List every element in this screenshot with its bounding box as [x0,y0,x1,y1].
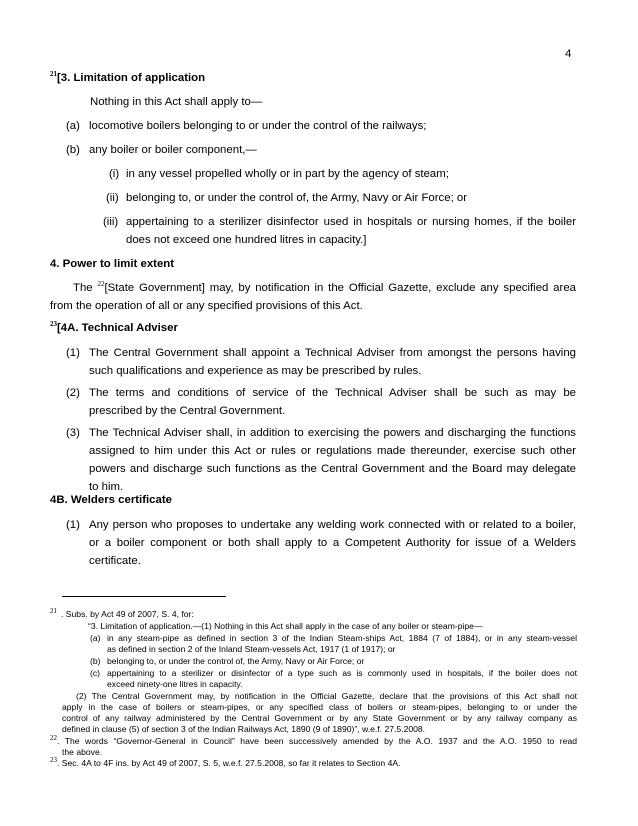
section-3-heading [50,71,205,85]
footnote-ref-23[interactable]: 23 [50,320,57,329]
s4a-p3-line3: powers and discharge such functions as the Central Government and the Board may delegate [89,463,576,475]
footnote-21-a-line2: as defined in section 2 of the Inland Steam-vessels Act, 1917 (1 of 1917); or [107,644,396,654]
footnote-23 [50,758,400,769]
footnote-22-line1 [50,736,577,747]
footnote-22-line2: the above. [62,747,103,757]
section-4-line1 [50,281,576,295]
footnote-21-c-line2: exceed ninety-one litres in capacity. [107,679,243,689]
clause-a-label: (a) [66,120,80,132]
footnote-ref-22[interactable]: 22 [97,280,105,289]
footnote-21-quote: “3. Limitation of application.—(1) Nothing in this Act shall apply in the case of any boiler or steam-pipe— [88,621,483,631]
footnote-ref-21[interactable]: 21 [50,70,57,79]
s4a-p3-line4: to him. [89,481,124,493]
clause-a-text: locomotive boilers belonging to or under the control of the railways; [89,120,427,132]
footnote-21-b-text: belonging to, or under the control of, the Army, Navy or Air Force; or [107,656,365,666]
s4b-p1-line3: certificate. [89,555,141,567]
clause-b-label: (b) [66,144,80,156]
s4a-p1-line1: The Central Government shall appoint a Technical Adviser from amongst the persons having [89,347,576,359]
subclause-iii-label: (iii) [103,216,119,228]
s4a-p3-label: (3) [66,427,80,439]
s4a-p2-line2: prescribed by the Central Government. [89,405,286,417]
section-4a-title: [4A. Technical Adviser [57,322,178,334]
s4a-p3-line2: assigned to him under this Act or rules or regulations made thereunder, exercise such other [89,445,576,457]
section-4-the: The [73,282,98,294]
section-3-title: [3. Limitation of application [57,72,206,84]
footnote-separator [62,596,226,597]
s4a-p1-line2: such qualifications and experience as may be prescribed by rules. [89,365,422,377]
footnote-21-p2-line3: control of any railway administered by the Central Government or by any State Government or by any railway company as [62,713,577,723]
s4b-p1-line1: Any person who proposes to undertake any welding work connected with or related to a boiler, [89,519,576,531]
footnote-23-text: . Sec. 4A to 4F ins. by Act 49 of 2007, S. 5, w.e.f. 27.5.2008, so far it relates to Section 4A. [57,758,401,768]
s4a-p2-label: (2) [66,387,80,399]
s4b-p1-line2: or a boiler component or both shall apply to a Competent Authority for issue of a Welders [89,537,576,549]
footnote-22-text: . The words “Governor-General in Council” have been successively amended by the A.O. 1937 and the A.O. 1950 to read [57,736,577,746]
section-4b-heading: 4B. Welders certificate [50,494,172,506]
section-4-line2: from the operation of all or any specified provisions of this Act. [50,300,363,312]
footnote-22-marker: 22 [50,734,57,743]
subclause-ii-label: (ii) [106,192,119,204]
footnote-21-a-label: (a) [90,633,101,643]
section-3-intro: Nothing in this Act shall apply to— [90,96,263,108]
footnote-21-c-label: (c) [90,668,101,678]
footnote-21-p2-line1: (2) The Central Government may, by notification in the Official Gazette, declare that the provisions of this Act shall not [76,691,577,701]
subclause-ii-text: belonging to, or under the control of, the Army, Navy or Air Force; or [126,192,468,204]
footnote-21-p2-line2: apply in the case of boilers or steam-pipes, or any specified class of boilers or steam-pipes, belonging to or under the [62,702,577,712]
section-4-heading: 4. Power to limit extent [50,258,175,270]
footnote-23-marker: 23 [50,756,57,765]
footnote-21-lead: . Subs. by Act 49 of 2007, S. 4, for: [61,609,194,619]
s4a-p2-line1: The terms and conditions of service of the Technical Adviser shall be such as may be [89,387,576,399]
s4a-p3-line1: The Technical Adviser shall, in addition to exercising the powers and discharging the functions [89,427,576,439]
subclause-i-text: in any vessel propelled wholly or in part by the agency of steam; [126,168,449,180]
clause-b-text: any boiler or boiler component,— [89,144,257,156]
footnote-21-marker: 21 [50,607,57,616]
footnote-21-c-line1: appertaining to a sterilizer or disinfector of a type such as is commonly used in hospitals, if the boiler does not [107,668,577,678]
subclause-iii-line2: does not exceed one hundred litres in capacity.] [126,234,367,246]
footnote-21-line1 [50,609,194,620]
s4b-p1-label: (1) [66,519,80,531]
footnote-21-b-label: (b) [90,656,101,666]
footnote-21-a-line1: in any steam-pipe as defined in section 3 of the Indian Steam-ships Act, 1884 (7 of 1884), or in any steam-vessel [107,633,577,643]
subclause-i-label: (i) [109,168,120,180]
page-number: 4 [565,48,572,60]
footnote-21-p2-line4: defined in clause (5) of section 3 of the Indian Railways Act, 1890 (9 of 1890)”, w.e.f. 27.5.2008. [62,724,426,734]
subclause-iii-line1: appertaining to a sterilizer disinfector used in hospitals or nursing homes, if the boiler [126,216,576,228]
s4a-p1-label: (1) [66,347,80,359]
section-4a-heading [50,321,178,335]
section-4-text: [State Government] may, by notification in the Official Gazette, exclude any specified area [104,282,576,294]
